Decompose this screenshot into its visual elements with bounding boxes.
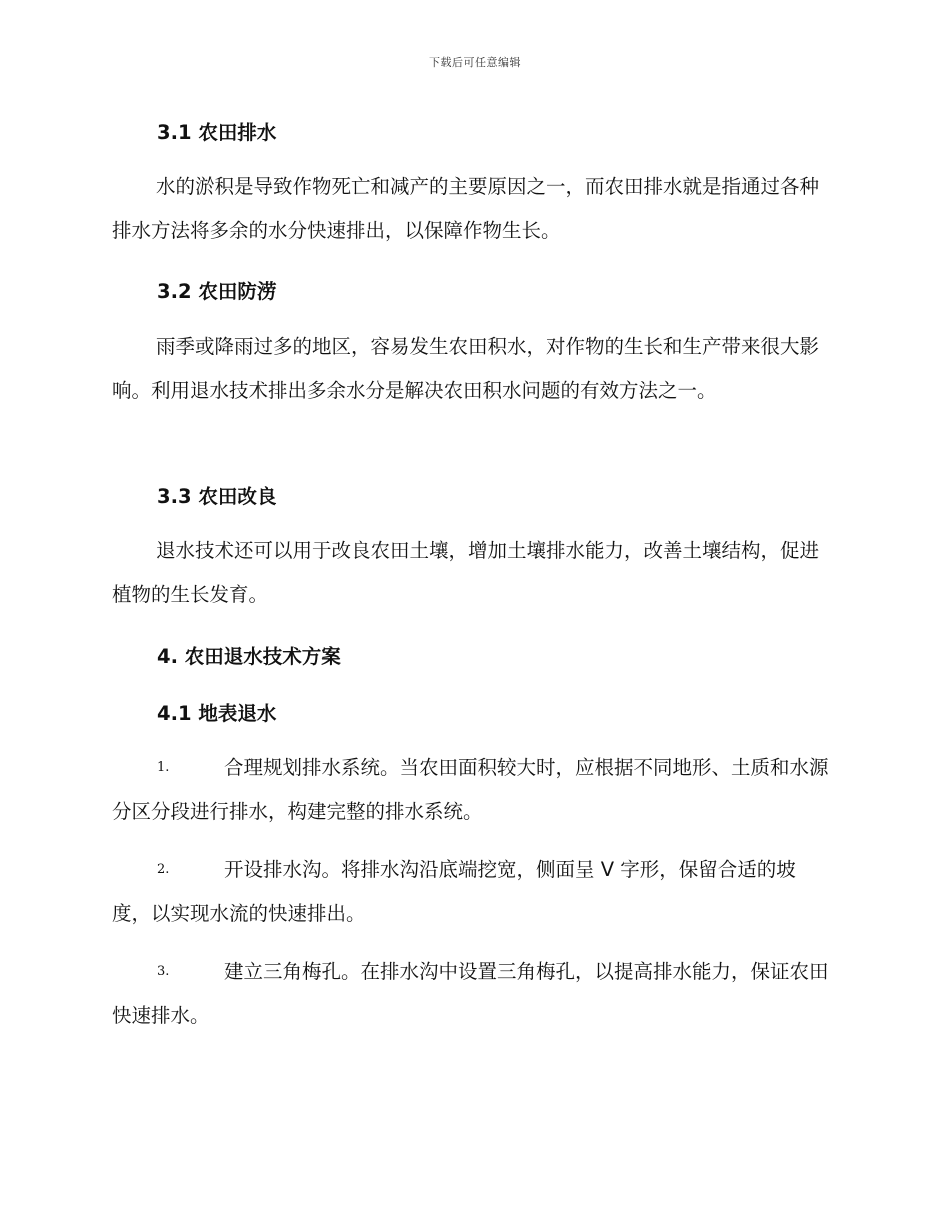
section-3-2-heading: 3.2 农田防涝 — [157, 280, 277, 303]
list-item-number: 2. — [157, 862, 170, 877]
header-note: 下载后可任意编辑 — [429, 56, 521, 69]
section-3-1-body: 水的淤积是导致作物死亡和减产的主要原因之一，而农田排水就是指通过各种排水方法将多余的水分快速排出，以保障作物生长。 — [112, 175, 820, 242]
section-4-heading: 4. 农田退水技术方案 — [157, 645, 341, 668]
list-item — [112, 746, 834, 834]
list-item-number: 3. — [157, 964, 170, 979]
section-3-3-heading: 3.3 农田改良 — [157, 485, 277, 508]
list-item — [112, 950, 834, 1038]
list-item-number: 1. — [157, 760, 170, 775]
list-item-text: 开设排水沟。将排水沟沿底端挖宽，侧面呈 V 字形，保留合适的坡度，以实现水流的快速排出。 — [112, 858, 796, 925]
list-item — [112, 848, 834, 936]
list-item-text: 合理规划排水系统。当农田面积较大时，应根据不同地形、土质和水源分区分段进行排水，构建完整的排水系统。 — [112, 756, 829, 823]
section-3-1-heading: 3.1 农田排水 — [157, 121, 277, 144]
section-3-2-body: 雨季或降雨过多的地区，容易发生农田积水，对作物的生长和生产带来很大影响。利用退水技术排出多余水分是解决农田积水问题的有效方法之一。 — [112, 335, 820, 402]
section-4-1-heading: 4.1 地表退水 — [157, 702, 277, 725]
section-3-3-body: 退水技术还可以用于改良农田土壤，增加土壤排水能力，改善土壤结构，促进植物的生长发育。 — [112, 539, 820, 606]
list-item-text: 建立三角梅孔。在排水沟中设置三角梅孔，以提高排水能力，保证农田快速排水。 — [112, 960, 829, 1027]
